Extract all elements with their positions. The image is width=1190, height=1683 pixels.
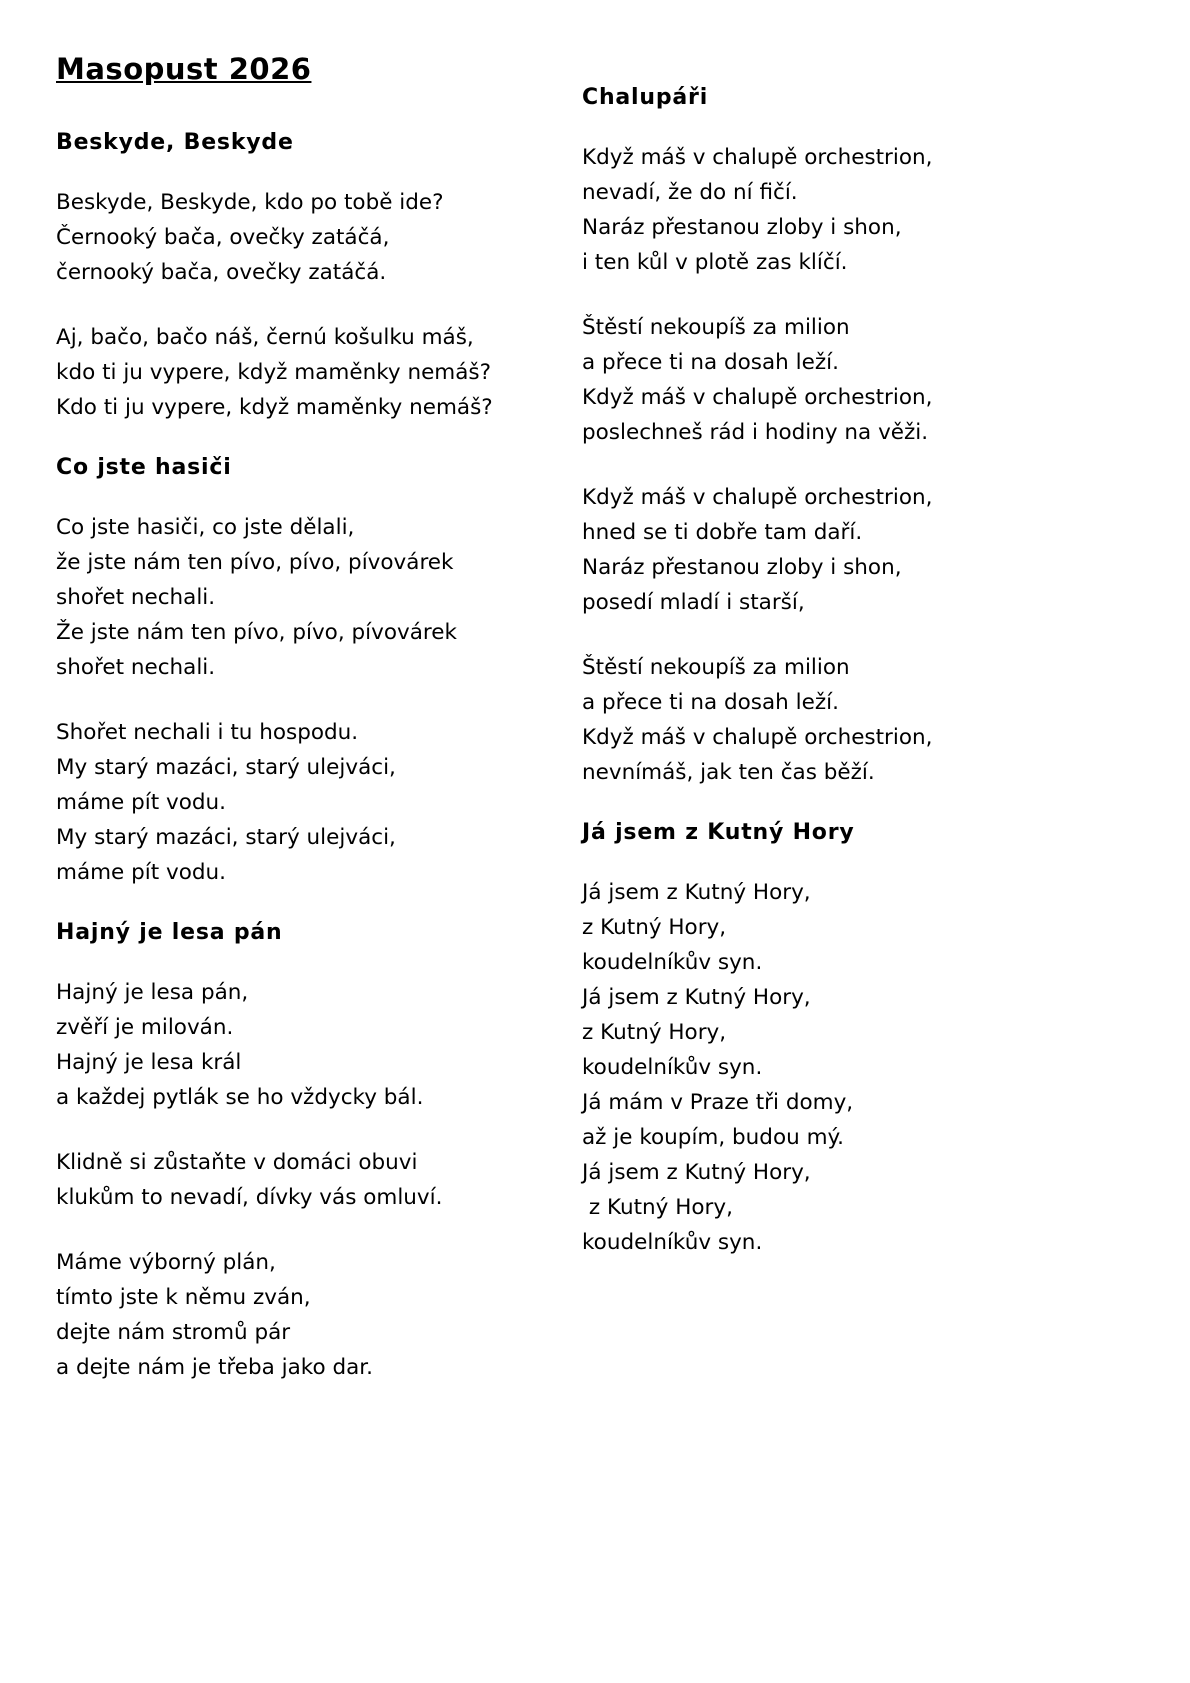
lyric-line: Já jsem z Kutný Hory, bbox=[582, 985, 811, 1010]
lyric-line: Hajný je lesa pán, bbox=[56, 980, 249, 1005]
song-title: Hajný je lesa pán bbox=[56, 920, 283, 945]
lyric-line: Shořet nechali i tu hospodu. bbox=[56, 720, 359, 745]
stanza bbox=[56, 715, 526, 890]
song-title: Beskyde, Beskyde bbox=[56, 130, 294, 155]
lyric-line: Já jsem z Kutný Hory, bbox=[582, 1160, 811, 1185]
lyric-line: Že jste nám ten pívo, pívo, pívovárek bbox=[56, 620, 457, 645]
lyric-line: Když máš v chalupě orchestrion, bbox=[582, 385, 933, 410]
lyric-line: Štěstí nekoupíš za milion bbox=[582, 315, 850, 340]
lyric-line: Když máš v chalupě orchestrion, bbox=[582, 145, 933, 170]
stanza bbox=[56, 185, 526, 290]
lyric-line: My starý mazáci, starý ulejváci, bbox=[56, 755, 396, 780]
lyric-line: koudelníkův syn. bbox=[582, 1055, 763, 1080]
lyric-line: tímto jste k němu zván, bbox=[56, 1285, 311, 1310]
lyric-line: z Kutný Hory, bbox=[582, 1195, 733, 1220]
lyric-line: kdo ti ju vypere, když maměnky nemáš? bbox=[56, 360, 492, 385]
lyric-line: dejte nám stromů pár bbox=[56, 1320, 291, 1345]
lyric-line: a každej pytlák se ho vždycky bál. bbox=[56, 1085, 424, 1110]
lyric-line: nevadí, že do ní fičí. bbox=[582, 180, 798, 205]
lyric-line: z Kutný Hory, bbox=[582, 1020, 727, 1045]
lyric-line: černooký bača, ovečky zatáčá. bbox=[56, 260, 387, 285]
lyric-line: Klidně si zůstaňte v domáci obuvi bbox=[56, 1150, 418, 1175]
stanza bbox=[56, 320, 526, 425]
lyric-line: i ten kůl v plotě zas klíčí. bbox=[582, 250, 848, 275]
lyric-line: až je koupím, budou mý. bbox=[582, 1125, 844, 1150]
lyric-line: Hajný je lesa král bbox=[56, 1050, 242, 1075]
lyric-line: Naráz přestanou zloby i shon, bbox=[582, 555, 902, 580]
lyric-line: Kdo ti ju vypere, když maměnky nemáš? bbox=[56, 395, 493, 420]
stanza bbox=[582, 875, 1052, 1260]
stanza bbox=[582, 310, 1052, 450]
song-block bbox=[56, 130, 526, 425]
stanza bbox=[56, 975, 526, 1115]
lyric-line: máme pít vodu. bbox=[56, 790, 226, 815]
lyric-line: Štěstí nekoupíš za milion bbox=[582, 655, 850, 680]
lyric-line: že jste nám ten pívo, pívo, pívovárek bbox=[56, 550, 454, 575]
lyric-line: Aj, bačo, bačo náš, černú košulku máš, bbox=[56, 325, 474, 350]
lyric-line: koudelníkův syn. bbox=[582, 950, 763, 975]
lyric-line: a přece ti na dosah leží. bbox=[582, 690, 839, 715]
lyric-line: Co jste hasiči, co jste dělali, bbox=[56, 515, 355, 540]
lyric-line: máme pít vodu. bbox=[56, 860, 226, 885]
lyric-line: klukům to nevadí, dívky vás omluví. bbox=[56, 1185, 443, 1210]
lyric-line: My starý mazáci, starý ulejváci, bbox=[56, 825, 396, 850]
stanza bbox=[56, 1245, 526, 1385]
column-left bbox=[56, 0, 526, 1415]
lyric-line: z Kutný Hory, bbox=[582, 915, 727, 940]
song-block bbox=[56, 455, 526, 890]
lyric-line: shořet nechali. bbox=[56, 655, 216, 680]
lyric-line: zvěří je milován. bbox=[56, 1015, 234, 1040]
lyric-line: koudelníkův syn. bbox=[582, 1230, 763, 1255]
song-block bbox=[56, 920, 526, 1385]
lyric-line: a přece ti na dosah leží. bbox=[582, 350, 839, 375]
page-title: Masopust 2026 bbox=[56, 52, 312, 86]
stanza bbox=[582, 140, 1052, 280]
lyric-line: hned se ti dobře tam daří. bbox=[582, 520, 863, 545]
lyric-line: posedí mladí i starší, bbox=[582, 590, 805, 615]
lyric-line: Já jsem z Kutný Hory, bbox=[582, 880, 811, 905]
stanza bbox=[56, 510, 526, 685]
lyric-line: Když máš v chalupě orchestrion, bbox=[582, 485, 933, 510]
lyric-line: poslechneš rád i hodiny na věži. bbox=[582, 420, 929, 445]
lyric-line: Máme výborný plán, bbox=[56, 1250, 276, 1275]
stanza bbox=[582, 480, 1052, 620]
song-block bbox=[582, 820, 1052, 1260]
stanza bbox=[582, 650, 1052, 790]
song-block bbox=[582, 85, 1052, 790]
lyric-line: Beskyde, Beskyde, kdo po tobě ide? bbox=[56, 190, 444, 215]
song-title: Já jsem z Kutný Hory bbox=[582, 820, 855, 845]
lyric-line: a dejte nám je třeba jako dar. bbox=[56, 1355, 373, 1380]
lyric-line: Když máš v chalupě orchestrion, bbox=[582, 725, 933, 750]
stanza bbox=[56, 1145, 526, 1215]
song-title: Chalupáři bbox=[582, 85, 709, 110]
lyric-line: Já mám v Praze tři domy, bbox=[582, 1090, 854, 1115]
lyric-line: shořet nechali. bbox=[56, 585, 216, 610]
lyric-line: Černooký bača, ovečky zatáčá, bbox=[56, 225, 390, 250]
lyric-line: Naráz přestanou zloby i shon, bbox=[582, 215, 902, 240]
song-title: Co jste hasiči bbox=[56, 455, 232, 480]
column-right bbox=[582, 0, 1052, 1290]
lyric-line: nevnímáš, jak ten čas běží. bbox=[582, 760, 875, 785]
